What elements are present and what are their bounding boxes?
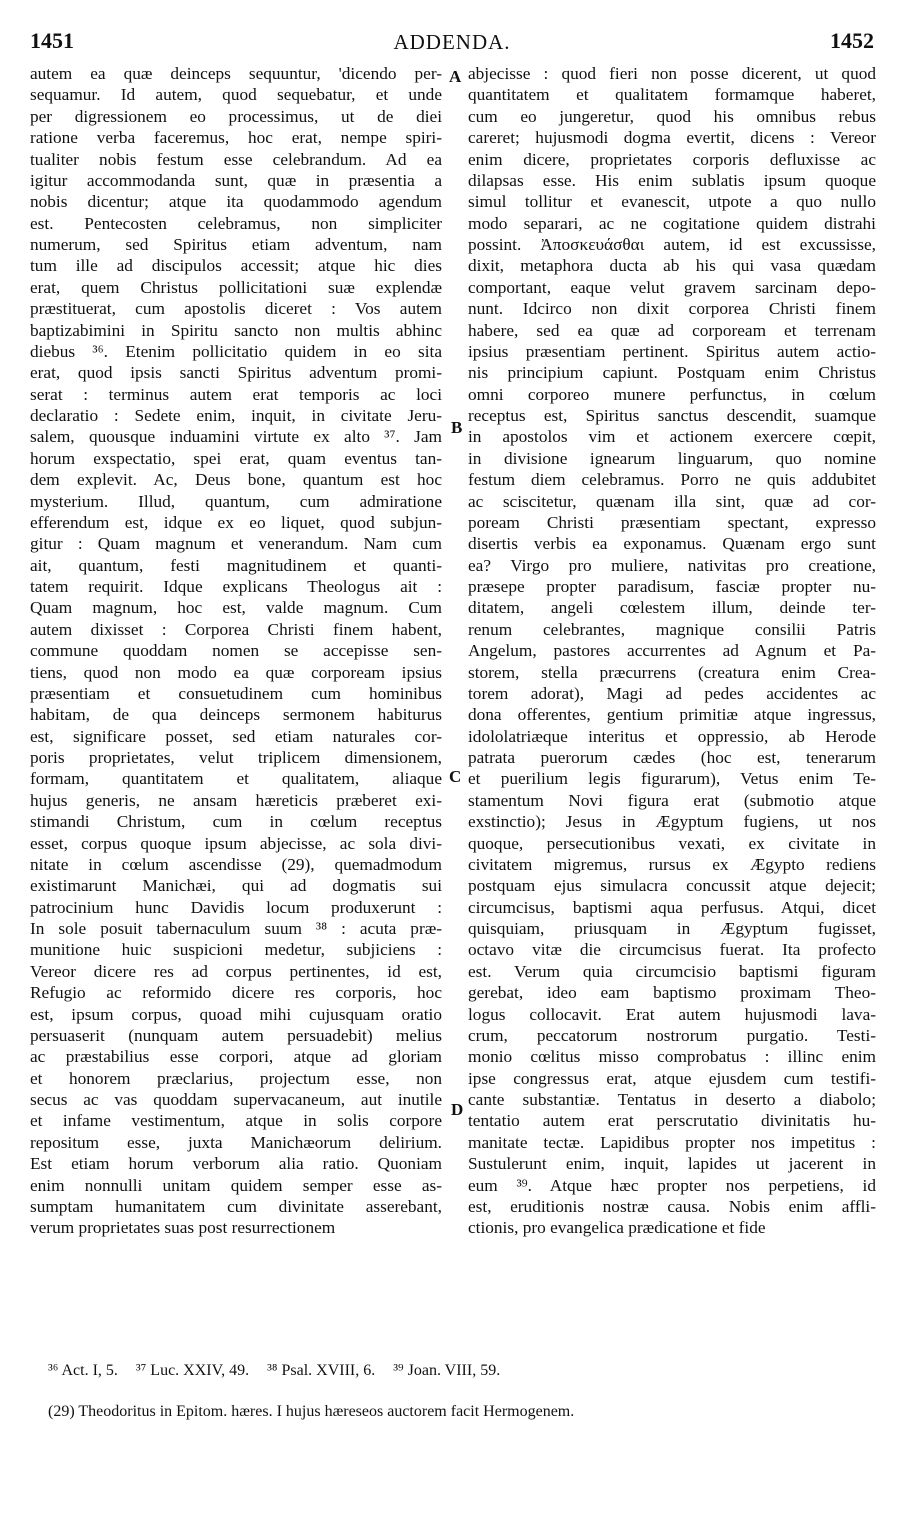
text-line: ctionis, pro evangelica prædicatione et fide: [468, 1218, 766, 1238]
text-line: præsentiam et consuetudinem cum hominibus: [30, 683, 442, 703]
text-line: commune quoddam nomen se accepisse sen-: [30, 641, 442, 661]
text-line: verum proprietates suas post resurrectionem: [30, 1218, 336, 1238]
footnote: ³⁹ Joan. VIII, 59.: [393, 1362, 501, 1379]
text-line: poream Christi præsentiam spectant, expresso: [468, 512, 876, 532]
footnotes: [48, 1362, 514, 1380]
right-column: [468, 63, 876, 1239]
text-line: igitur accommodanda sunt, quæ in præsentia a: [30, 170, 442, 190]
text-line: præstituerat, cum apostolis diceret : Vos autem: [30, 299, 442, 319]
text-line: repositum esse, juxta Manichæorum delirium.: [30, 1132, 442, 1152]
text-line: in divisione ignearum linguarum, quo nomine: [468, 448, 876, 468]
text-line: cante substantiæ. Tentatus in deserto a diabolo;: [468, 1090, 876, 1109]
text-line: modo separari, ac ne cogitatione quidem distrahi: [468, 213, 876, 233]
margin-marker-b: B: [451, 418, 463, 437]
text-line: est. Pentecosten celebramus, non simpliciter: [30, 213, 442, 233]
margin-marker-c: C: [449, 767, 462, 786]
text-line: sequamur. Id autem, quod sequebatur, et unde: [30, 85, 442, 105]
text-line: existimarunt Manichæi, qui ad dogmatis sui: [30, 876, 442, 896]
text-line: esset, corpus quoque ipsum abjecisse, ac sola divi-: [30, 833, 442, 853]
text-line: dilapsas esse. His enim sublatis ipsum quoque: [468, 170, 876, 190]
text-line: serat : terminus autem erat temporis ac loci: [30, 384, 442, 404]
text-line: Sustulerunt enim, inquit, lapides ut jacerent in: [468, 1154, 876, 1174]
text-line: patrata puerorum cædes (hoc est, tenerarum: [468, 748, 876, 767]
text-line: tiens, quod non modo ea quæ corpoream ipsius: [30, 662, 442, 682]
text-line: efferendum est, idque ex eo liquet, quod subjun-: [30, 512, 442, 532]
text-line: ipsius præsentiam pertinent. Spiritus autem actio-: [468, 341, 876, 361]
text-line: Est etiam horum verborum alia ratio. Quoniam: [30, 1154, 442, 1174]
text-line: ac sciscitetur, quænam illa sint, quæ ad cor-: [468, 491, 876, 511]
text-line: ditatem, angeli cœlestem illum, deinde ter-: [468, 598, 876, 618]
text-line: diebus ³⁶. Etenim pollicitatio quidem in eo sita: [30, 341, 442, 361]
text-line: et puerilium legis figurarum), Vetus enim Te-: [468, 769, 876, 789]
text-line: formam, quantitatem et qualitatem, aliaque: [30, 769, 442, 789]
text-line: nis principium capiunt. Postquam enim Christus: [468, 363, 876, 383]
text-line: enim dicere, proprietates corporis defluxisse ac: [468, 149, 876, 169]
text-line: festum diem celebramus. Porro ne quis addubitet: [468, 470, 876, 490]
text-line: careret; hujusmodi dogma evertit, dicens : Vereor: [468, 128, 876, 148]
text-line: secus ac vas quoddam supervacaneum, aut inutile: [30, 1090, 442, 1109]
text-line: enim nonnulli unitam quidem semper esse as-: [30, 1175, 442, 1195]
text-line: Refugio ac reformido dicere res corporis, hoc: [30, 983, 442, 1003]
text-line: circumcisus, baptismi aqua perfusus. Atqui, dicet: [468, 897, 876, 917]
text-line: idololatriæque interitus et oppressio, ab Herode: [468, 726, 876, 746]
text-line: nobis dicentur; atque ita quodammodo agendum: [30, 192, 442, 212]
text-line: ipse congressus erat, atque ejusdem cum testifi-: [468, 1068, 876, 1088]
text-line: Vereor dicere res ad corpus pertinentes, id est,: [30, 961, 442, 981]
text-line: Angelum, pastores accurrentes ad Agnum et Pa-: [468, 641, 876, 661]
text-line: munitione huic suspicioni medetur, subjiciens :: [30, 940, 442, 960]
text-line: stimandi Christum, cum in cœlum receptus: [30, 812, 442, 832]
text-line: exstinctio); Jesus in Ægyptum fugiens, ut nos: [468, 812, 876, 832]
text-line: dem explevit. Ac, Deus bone, quantum est hoc: [30, 470, 442, 490]
text-line: tualiter nobis festum esse celebrandum. Ad ea: [30, 149, 442, 169]
text-line: est, significare posset, sed etiam naturales cor-: [30, 726, 442, 746]
text-line: eum ³⁹. Atque hæc propter nos perpetiens, id: [468, 1175, 876, 1195]
text-line: hujus generis, ne ansam hæreticis præberet exi-: [30, 790, 442, 810]
text-line: ait, quantum, festi magnitudinem et quanti-: [30, 555, 442, 575]
running-title: ADDENDA.: [393, 30, 511, 54]
text-line: stamentum Novi figura erat (submotio atque: [468, 790, 876, 810]
text-line: abjecisse : quod fieri non posse dicerent, ut quod: [468, 64, 876, 83]
editorial-note: (29) Theodoritus in Epitom. hæres. I hujus hæreseos auctorem facit Hermogenem.: [48, 1403, 575, 1420]
text-line: est. Verum quia circumcisio baptismi figuram: [468, 961, 876, 981]
text-line: disertis verbis ea exponamus. Quænam ergo sunt: [468, 534, 876, 554]
text-line: habitam, de qua deinceps sermonem habiturus: [30, 705, 442, 725]
text-line: torem adorat), Magi ad pedes accidentes ac: [468, 683, 876, 703]
text-line: nitate in cœlum ascendisse (29), quemadmodum: [30, 854, 442, 874]
page-number-right: 1452: [830, 28, 874, 53]
text-line: erat, quem Christus pollicitationi suæ explendæ: [30, 277, 442, 297]
text-line: quantitatem et qualitatem formamque haberet,: [468, 85, 876, 105]
footnote: ³⁶ Act. I, 5.: [48, 1362, 118, 1379]
text-line: octavo vitæ die circumcisus fuerat. Ita profecto: [468, 940, 876, 960]
text-line: autem dixisset : Corporea Christi finem habent,: [30, 619, 442, 639]
text-line: possint. Ἀποσκευάσθαι autem, id est excussisse,: [468, 235, 876, 254]
text-line: nunt. Idcirco non dixit corporea Christi finem: [468, 299, 876, 319]
text-line: postquam ejus simulacra concussit atque dejecit;: [468, 876, 876, 896]
text-line: tatem requirit. Idque explicans Theologus ait :: [30, 577, 442, 596]
text-line: declaratio : Sedete enim, inquit, in civitate Jeru-: [30, 406, 442, 425]
text-line: horum exspectatio, spei erat, quam eventus tan-: [30, 448, 442, 468]
text-line: baptizabimini in Spiritu sancto non multis abhinc: [30, 320, 442, 340]
page-header: [30, 28, 874, 58]
text-line: quisquiam, priusquam in Ægyptum fugisset,: [468, 919, 876, 938]
text-line: ac præstabilius esse corpori, atque ad gloriam: [30, 1047, 442, 1067]
text-line: logus collocavit. Erat autem hujusmodi lava-: [468, 1004, 876, 1024]
text-line: præsepe propter paradisum, fasciæ propter nu-: [468, 577, 876, 596]
margin-marker-a: A: [449, 67, 462, 86]
text-line: gerebat, ideo eam baptismo proximam Theo-: [468, 983, 876, 1003]
text-line: sumptam humanitatem cum divinitate asserebant,: [30, 1196, 442, 1216]
text-line: erat, quod ipsis sancti Spiritus adventum promi-: [30, 363, 442, 383]
text-line: civitatem migremus, rursus ex Ægypto rediens: [468, 854, 876, 874]
text-line: renum celebrantes, magnique consilii Patris: [468, 619, 876, 639]
text-line: patrocinium hunc Davidis locum produxerunt :: [30, 897, 442, 917]
text-line: ratione verba faceremus, hoc erat, nempe spiri-: [30, 128, 442, 148]
text-line: tum ille ad discipulos accessit; atque hic dies: [30, 256, 442, 276]
text-line: habere, sed ea quæ ad corpoream et terrenam: [468, 320, 876, 340]
text-line: est, ipsum corpus, quoad mihi cujusquam oratio: [30, 1004, 442, 1024]
margin-marker-d: D: [451, 1100, 464, 1119]
text-line: ea? Virgo pro muliere, nativitas pro creatione,: [468, 555, 876, 575]
footnote: ³⁷ Luc. XXIV, 49.: [135, 1362, 250, 1379]
text-line: storem, stella præcurrens (creatura enim Crea-: [468, 662, 876, 682]
text-line: autem ea quæ deinceps sequuntur, 'dicendo per-: [30, 64, 442, 83]
text-line: comportant, eaque velut gravem sarcinam depo-: [468, 277, 876, 297]
text-line: simul tollitur et evanescit, utpote a quo nullo: [468, 192, 876, 212]
text-line: mysterium. Illud, quantum, cum admiratione: [30, 491, 442, 511]
text-line: et infame vestimentum, atque in solis corpore: [30, 1111, 442, 1131]
text-line: monio cœlitus misso comprobatus : illinc enim: [468, 1047, 876, 1067]
text-line: est, eruditionis nostræ causa. Nobis enim affli-: [468, 1196, 876, 1216]
text-line: salem, quousque induamini virtute ex alto ³⁷. Jam: [30, 427, 442, 447]
page-number-left: 1451: [30, 28, 74, 53]
text-line: numerum, sed Spiritus etiam adventum, nam: [30, 235, 442, 254]
text-line: dixit, metaphora ducta ab his qui vasa quædam: [468, 256, 876, 276]
text-line: tentatio autem erat perscrutatio divinitatis hu-: [468, 1111, 876, 1131]
text-line: omni corporeo munere perfunctus, in cœlum: [468, 384, 876, 404]
text-line: crum, peccatorum nostrorum purgatio. Testi-: [468, 1025, 876, 1045]
text-line: persuaserit (nunquam autem persuadebit) melius: [30, 1025, 442, 1045]
left-column: [30, 63, 442, 1239]
text-line: in apostolos vim et actionem exercere cœpit,: [468, 427, 876, 447]
text-line: Quam magnum, hoc est, valde magnum. Cum: [30, 598, 442, 618]
footnote: ³⁸ Psal. XVIII, 6.: [267, 1362, 376, 1379]
text-line: manitate tectæ. Lapidibus propter nos impetitus :: [468, 1132, 876, 1152]
text-line: dona offerentes, gentium primitiæ atque ingressus,: [468, 705, 876, 725]
text-line: per digressionem eo processimus, ut de diei: [30, 106, 442, 126]
text-line: receptus est, Spiritus sanctus descendit, suamque: [468, 406, 876, 425]
text-line: et honorem præclarius, projectum esse, non: [30, 1068, 442, 1088]
text-line: cum eo jungeretur, quod his omnibus rebus: [468, 106, 876, 126]
text-line: poris proprietates, velut triplicem dimensionem,: [30, 748, 442, 767]
text-line: quoque, persecutionibus vexati, ex civitate in: [468, 833, 876, 853]
text-line: gitur : Quam magnum et venerandum. Nam cum: [30, 534, 442, 554]
text-line: In sole posuit tabernaculum suum ³⁸ : acuta præ-: [30, 919, 442, 938]
